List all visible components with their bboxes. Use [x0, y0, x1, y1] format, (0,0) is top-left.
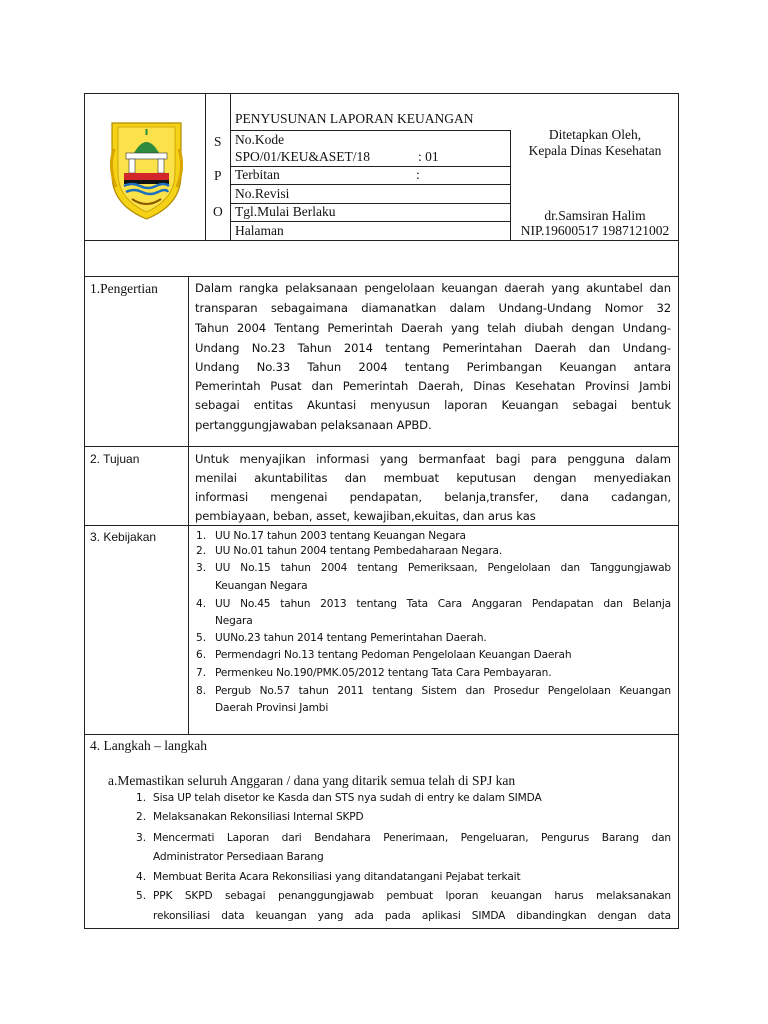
ditetapkan-text: Ditetapkan Oleh,: [548, 127, 642, 142]
kebijakan-number: 3.: [196, 562, 207, 574]
langkah-label: 4. Langkah – langkah: [90, 738, 207, 753]
kebijakan-item: UU No.17 tahun 2003 tentang Keuangan Negara: [215, 530, 466, 542]
kebijakan-item: UU No.45 tahun 2013 tentang Tata Cara Anggaran Pendapatan dan Belanja: [215, 598, 671, 610]
langkah-item: PPK SKPD sebagai penanggungjawab pembuat lporan keuangan harus melaksanakan: [153, 890, 671, 902]
kebijakan-item-cont: Negara: [215, 615, 253, 627]
langkah-item: Membuat Berita Acara Rekonsiliasi yang ditandatangani Pejabat terkait: [153, 871, 521, 883]
logo-divider: [205, 93, 206, 240]
kebijakan-number: 5.: [196, 632, 207, 644]
langkah-item: Mencermati Laporan dari Bendahara Penerimaan, Pengeluaran, Pengurus Barang dan: [153, 832, 671, 844]
kebijakan-number: 8.: [196, 685, 207, 697]
kebijakan-item: Pergub No.57 tahun 2011 tentang Sistem dan Prosedur Pengelolaan Keuangan: [215, 685, 671, 697]
kebijakan-item: UUNo.23 tahun 2014 tentang Pemerintahan Daerah.: [215, 632, 487, 644]
pengertian-line: Undang No.33 Tahun 2004 tentang Perimbangan Keuangan antara: [195, 360, 671, 374]
pengertian-line: Pemerintah Pusat dan Pemerintah Daerah, Dinas Kesehatan Provinsi Jambi: [195, 379, 671, 393]
tujuan-line: Untuk menyajikan informasi yang bermanfaat bagi para pengguna dalam: [195, 452, 671, 466]
pengertian-top-line: [84, 276, 679, 277]
row-line-2: [230, 184, 510, 185]
kebijakan-item: Permendagri No.13 tentang Pedoman Pengelolaan Keuangan Daerah: [215, 649, 572, 661]
province-emblem-logo: [104, 113, 189, 223]
no-kode-value: SPO/01/KEU&ASET/18: [235, 149, 371, 164]
tujuan-top-line: [84, 446, 679, 447]
pengertian-line: transparan sebagaimana diamanatkan dalam Undang-Undang Nomor 32: [195, 301, 671, 315]
no-kode-suffix: : 01: [418, 149, 439, 164]
signer-nip: NIP.19600517 1987121002: [520, 223, 670, 238]
spo-letter-o: O: [213, 204, 223, 219]
kebijakan-item: UU No.01 tahun 2004 tentang Pembedaharaan Negara.: [215, 545, 503, 557]
kepala-dinas-text: Kepala Dinas Kesehatan: [528, 143, 662, 158]
row-line-4: [230, 221, 510, 222]
langkah-number: 3.: [136, 832, 147, 844]
tgl-mulai-label: Tgl.Mulai Berlaku: [235, 204, 336, 219]
no-revisi-label: No.Revisi: [235, 186, 290, 201]
kebijakan-number: 4.: [196, 598, 207, 610]
kebijakan-number: 1.: [196, 530, 207, 542]
halaman-label: Halaman: [235, 223, 284, 238]
tujuan-line: informasi mengenai pendapatan, belanja,transfer, dana cadangan,: [195, 490, 671, 504]
langkah-top-line: [84, 734, 679, 735]
pengertian-line: Dalam rangka pelaksanaan pengelolaan keuangan daerah yang akuntabel dan: [195, 281, 671, 295]
tujuan-line: menilai akuntabilitas dan membuat keputusan dengan menyediakan: [195, 471, 671, 485]
kebijakan-label: 3. Kebijakan: [90, 530, 157, 544]
kebijakan-top-line: [84, 525, 679, 526]
no-kode-label: No.Kode: [235, 132, 285, 147]
signature-divider: [510, 130, 511, 240]
header-bottom-line: [84, 240, 679, 241]
signer-name: dr.Samsiran Halim: [544, 208, 646, 223]
pengertian-line: pertanggungjawaban pelaksanaan APBD.: [195, 418, 432, 432]
tujuan-label: 2. Tujuan: [90, 452, 140, 466]
kebijakan-item-cont: Daerah Provinsi Jambi: [215, 702, 329, 714]
document-title: PENYUSUNAN LAPORAN KEUANGAN: [235, 111, 474, 126]
langkah-sub-a: a.Memastikan seluruh Anggaran / dana yang ditarik semua telah di SPJ kan: [108, 773, 516, 788]
langkah-number: 4.: [136, 871, 147, 883]
kebijakan-number: 6.: [196, 649, 207, 661]
terbitan-colon: :: [416, 167, 420, 182]
pengertian-label: 1.Pengertian: [90, 281, 158, 296]
pengertian-line: Tahun 2004 Tentang Pemerintah Daerah yang telah diubah dengan Undang-: [195, 321, 671, 335]
label-column-divider: [188, 276, 189, 734]
kebijakan-number: 7.: [196, 667, 207, 679]
langkah-item: Sisa UP telah disetor ke Kasda dan STS nya sudah di entry ke dalam SIMDA: [153, 792, 542, 804]
kebijakan-number: 2.: [196, 545, 207, 557]
title-underline: [230, 130, 510, 131]
pengertian-line: sebagai entitas Akuntasi menyusun laporan Keuangan sebagai bentuk: [195, 398, 671, 412]
langkah-item-cont: Administrator Persediaan Barang: [153, 851, 324, 863]
langkah-number: 2.: [136, 811, 147, 823]
spo-letter-s: S: [214, 134, 222, 149]
langkah-number: 1.: [136, 792, 147, 804]
spo-letter-p: P: [214, 168, 222, 183]
kebijakan-item: Permenkeu No.190/PMK.05/2012 tentang Tata Cara Pembayaran.: [215, 667, 552, 679]
kebijakan-item: UU No.15 tahun 2004 tentang Pemeriksaan, Pengelolaan dan Tanggungjawab: [215, 562, 671, 574]
langkah-item: Melaksanakan Rekonsiliasi Internal SKPD: [153, 811, 364, 823]
langkah-item-cont: rekonsiliasi data keuangan yang ada pada aplikasi SIMDA dibandingkan dengan data: [153, 910, 671, 922]
terbitan-label: Terbitan: [235, 167, 280, 182]
pengertian-line: Undang No.23 Tahun 2014 tentang Pemerintahan Daerah dan Undang-: [195, 341, 671, 355]
langkah-number: 5.: [136, 890, 147, 902]
kebijakan-item-cont: Keuangan Negara: [215, 580, 308, 592]
tujuan-line: pembiayaan, beban, asset, kewajiban,ekuitas, dan arus kas: [195, 509, 536, 523]
